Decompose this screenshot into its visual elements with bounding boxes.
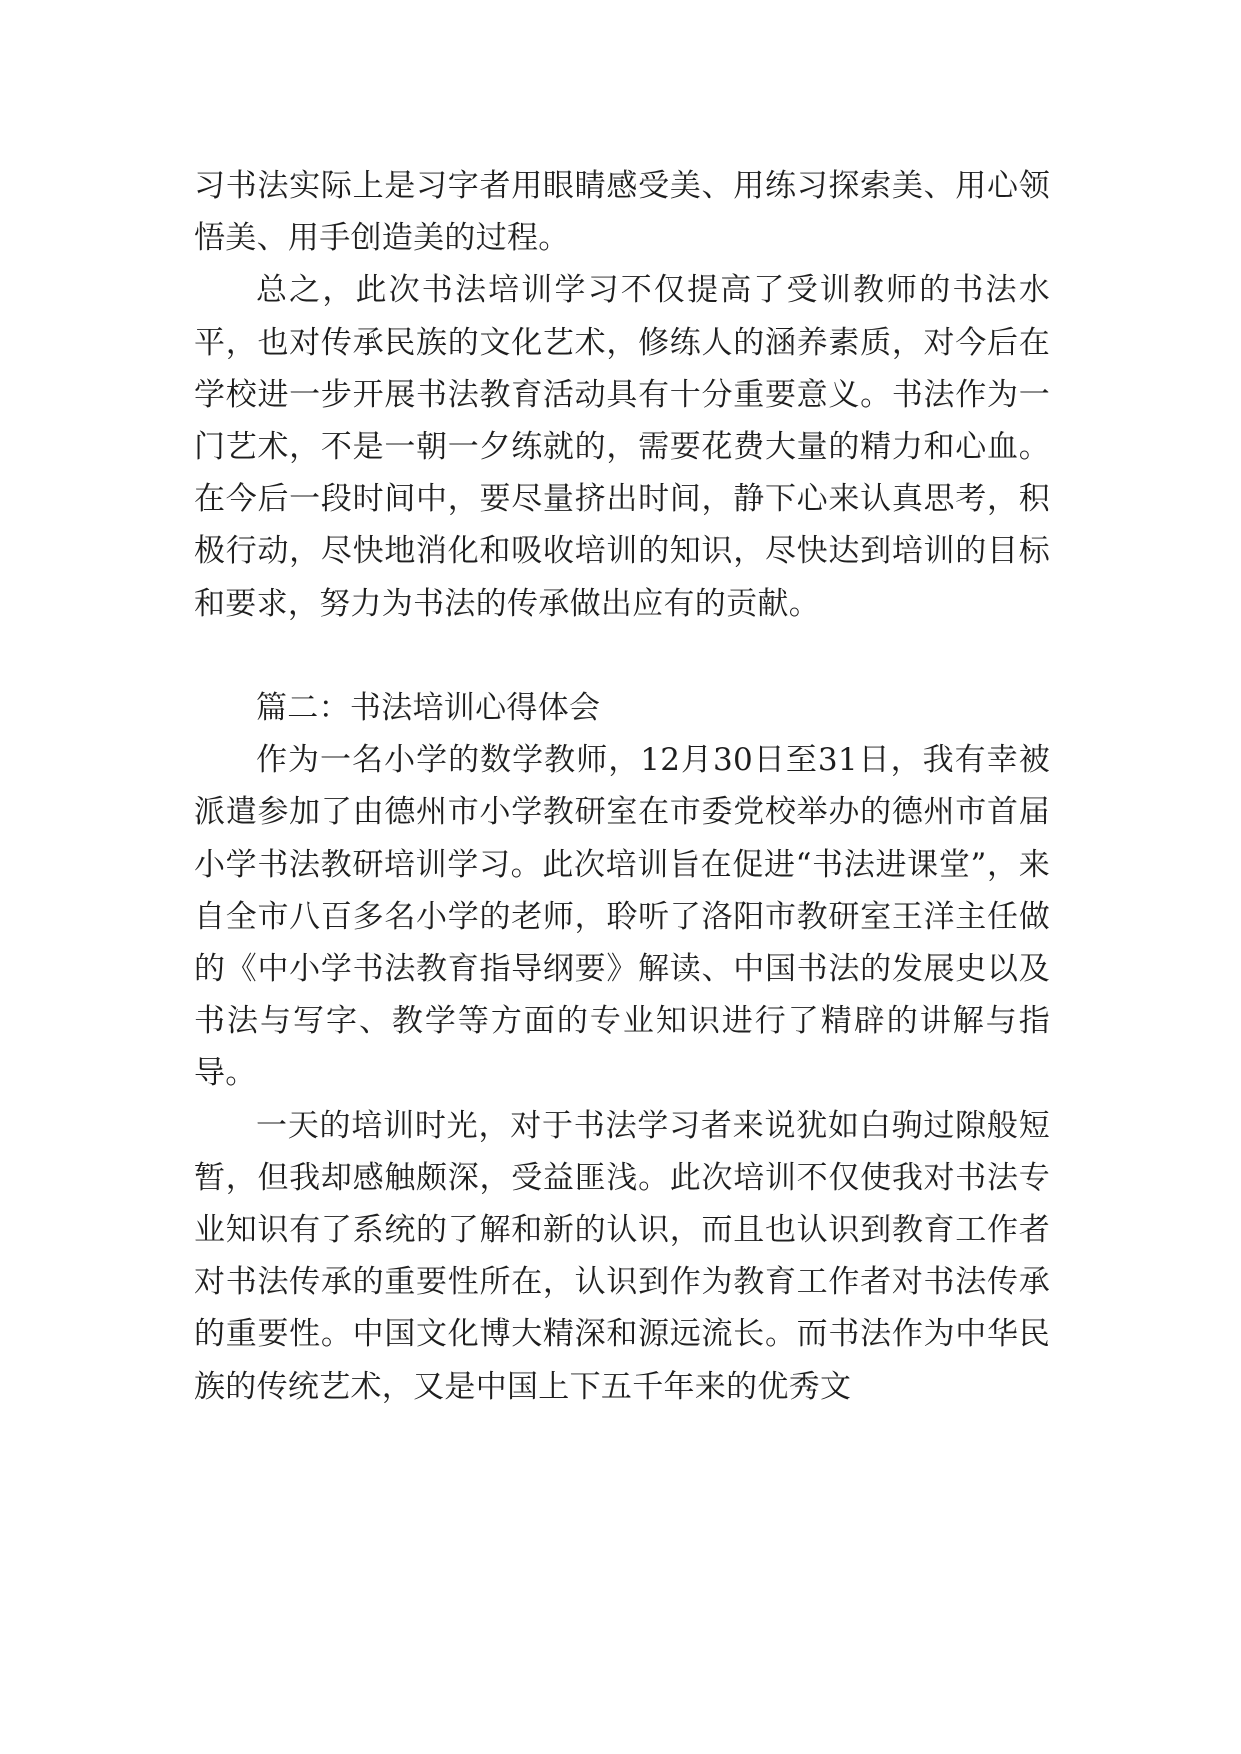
section-heading: 篇二：书法培训心得体会	[256, 690, 601, 727]
document-body	[194, 160, 1050, 1413]
paragraph-training-intro: 作为一名小学的数学教师，12月30日至31日，我有幸被派遣参加了由德州市小学教研室在市委党校举办的德州市首届小学书法教研培训学习。此次培训旨在促进“书法进课堂”，来自全市八百多名小学的老师，聆听了洛阳市教研室王洋主任做的《中小学书法教育指导纲要》解读、中国书法的发展史以及书法与写字、教学等方面的专业知识进行了精辟的讲解与指导。	[194, 742, 1050, 1092]
paragraph-training-reflection: 一天的培训时光，对于书法学习者来说犹如白驹过隙般短暂，但我却感触颇深，受益匪浅。此次培训不仅使我对书法专业知识有了系统的了解和新的认识，而且也认识到教育工作者对书法传承的重要性所在，认识到作为教育工作者对书法传承的重要性。中国文化博大精深和源远流长。而书法作为中华民族的传统艺术，又是中国上下五千年来的优秀文	[194, 1107, 1050, 1405]
paragraph-conclusion: 总之，此次书法培训学习不仅提高了受训教师的书法水平，也对传承民族的文化艺术，修练人的涵养素质，对今后在学校进一步开展书法教育活动具有十分重要意义。书法作为一门艺术，不是一朝一夕练就的，需要花费大量的精力和心血。在今后一段时间中，要尽量挤出时间，静下心来认真思考，积极行动，尽快地消化和吸收培训的知识，尽快达到培训的目标和要求，努力为书法的传承做出应有的贡献。	[194, 272, 1050, 622]
paragraph-continuation: 习书法实际上是习字者用眼睛感受美、用练习探索美、用心领悟美、用手创造美的过程。	[194, 168, 1050, 257]
paragraph-spacer	[194, 630, 1050, 682]
